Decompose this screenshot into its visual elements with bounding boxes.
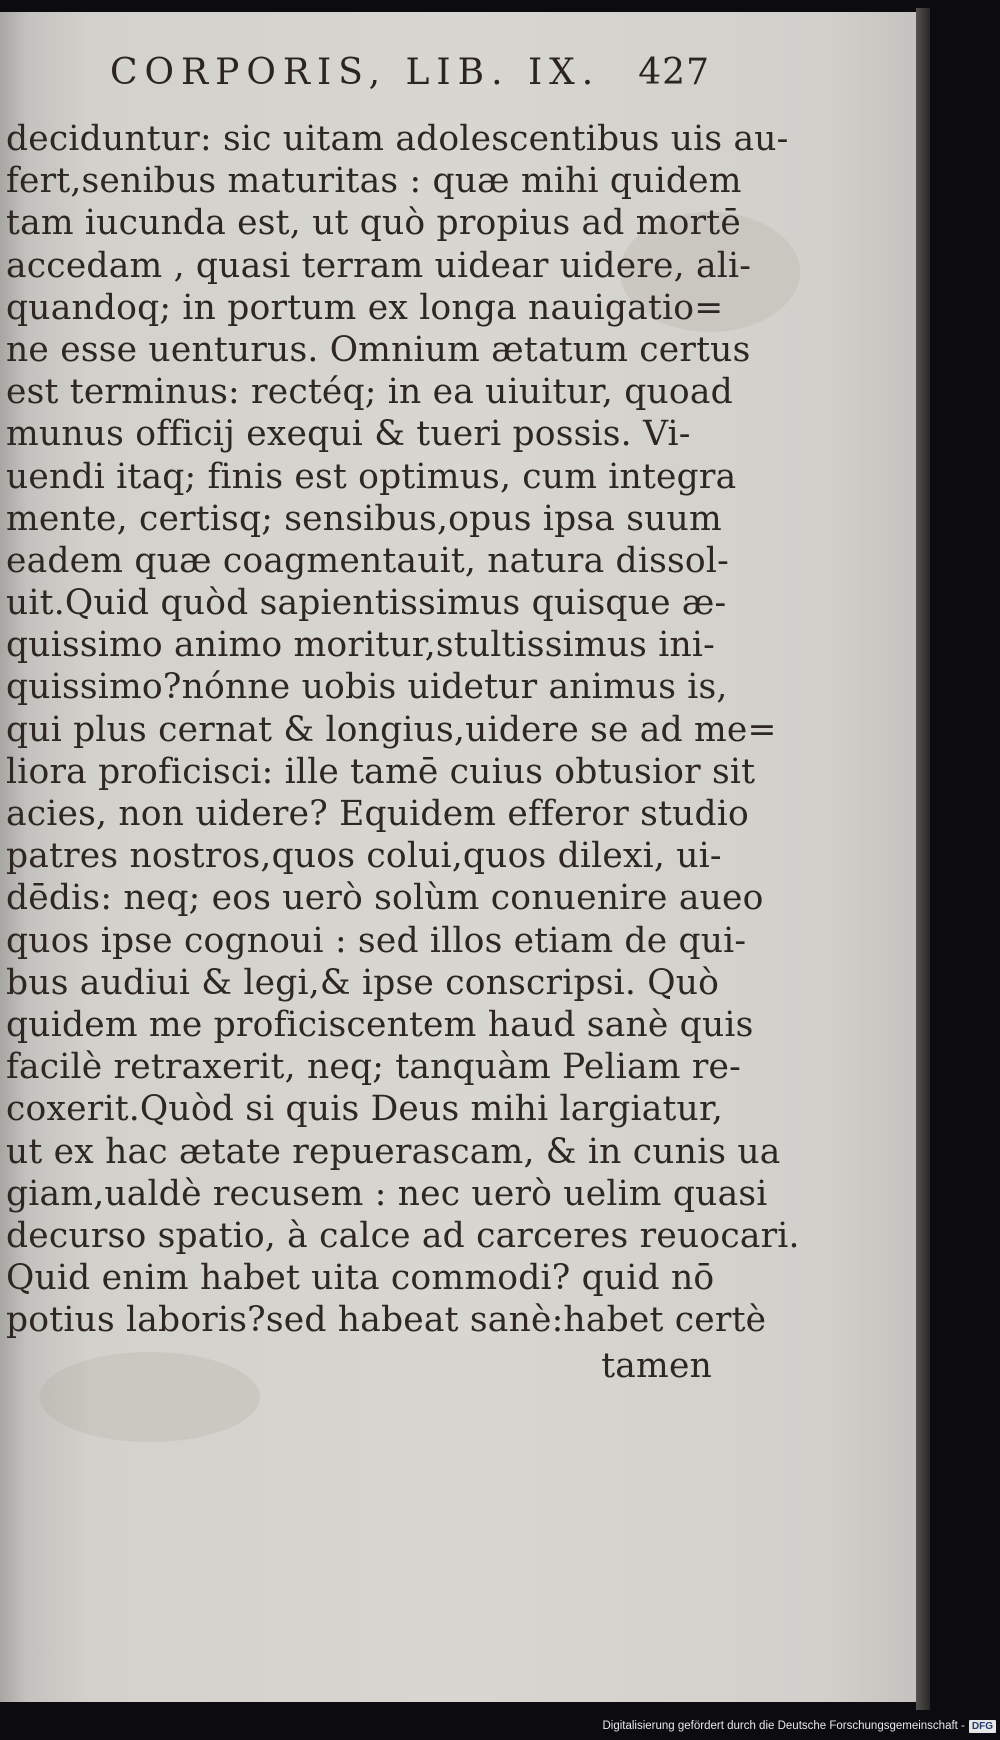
text-line: accedam , quasi terram uidear uidere, ali- <box>6 245 752 286</box>
text-line: uendi itaq; finis est optimus, cum integra <box>6 456 737 497</box>
body-text <box>6 118 800 1388</box>
running-title: CORPORIS, LIB. IX. <box>110 52 601 93</box>
text-line: tam iucunda est, ut quò propius ad mortē <box>6 203 741 244</box>
credit-text: Digitalisierung gefördert durch die Deutsche Forschungsgemeinschaft - <box>602 1720 965 1732</box>
text-line: est terminus: rectéq; in ea uiuitur, quoad <box>6 372 733 413</box>
text-line: potius laboris?sed habeat sanè:habet certè <box>6 1300 767 1341</box>
digitization-credit <box>596 1718 996 1734</box>
text-line: quidem me proficiscentem haud sanè quis <box>6 1004 754 1045</box>
text-line: quos ipse cognoui : sed illos etiam de qui- <box>6 920 747 961</box>
text-line: Quid enim habet uita commodi? quid nō <box>6 1258 715 1299</box>
text-line: dēdis: neq; eos uerò solùm conuenire aueo <box>6 878 764 919</box>
text-line: quandoq; in portum ex longa nauigatio= <box>6 287 724 328</box>
text-line: acies, non uidere? Equidem efferor studio <box>6 794 749 834</box>
text-line: coxerit.Quòd si quis Deus mihi largiatur, <box>6 1089 724 1130</box>
running-head <box>110 52 710 112</box>
text-line: decurso spatio, à calce ad carceres reuocari. <box>6 1215 800 1256</box>
book-page <box>0 12 918 1702</box>
text-line: liora proficisci: ille tamē cuius obtusior sit <box>6 751 756 792</box>
text-line: facilè retraxerit, neq; tanquàm Peliam re- <box>6 1047 742 1088</box>
text-line: mente, certisq; sensibus,opus ipsa suum <box>6 498 722 539</box>
text-line: deciduntur: sic uitam adolescentibus uis au- <box>6 119 789 159</box>
text-line: quissimo animo moritur,stultissimus ini- <box>6 625 715 666</box>
text-line: bus audiui & legi,& ipse conscripsi. Quò <box>6 962 720 1003</box>
page-edge <box>916 8 930 1710</box>
catchword: tamen <box>601 1346 712 1387</box>
text-line: patres nostros,quos colui,quos dilexi, ui- <box>6 836 722 877</box>
text-line: qui plus cernat & longius,uidere se ad me= <box>6 709 777 750</box>
text-line: munus officij exequi & tueri possis. Vi- <box>6 414 691 455</box>
text-line: ut ex hac ætate repuerascam, & in cunis ua <box>6 1131 781 1172</box>
text-line: ne esse uenturus. Omnium ætatum certus <box>6 329 751 370</box>
text-line: giam,ualdè recusem : nec uerò uelim quasi <box>6 1173 768 1214</box>
text-line: fert,senibus maturitas : quæ mihi quidem <box>6 161 742 202</box>
text-line: uit.Quid quòd sapientissimus quisque æ- <box>6 583 727 624</box>
text-line: eadem quæ coagmentauit, natura dissol- <box>6 540 729 581</box>
dfg-logo: DFG <box>969 1720 996 1733</box>
text-line: quissimo?nónne uobis uidetur animus is, <box>6 667 728 708</box>
page-number: 427 <box>638 52 710 93</box>
